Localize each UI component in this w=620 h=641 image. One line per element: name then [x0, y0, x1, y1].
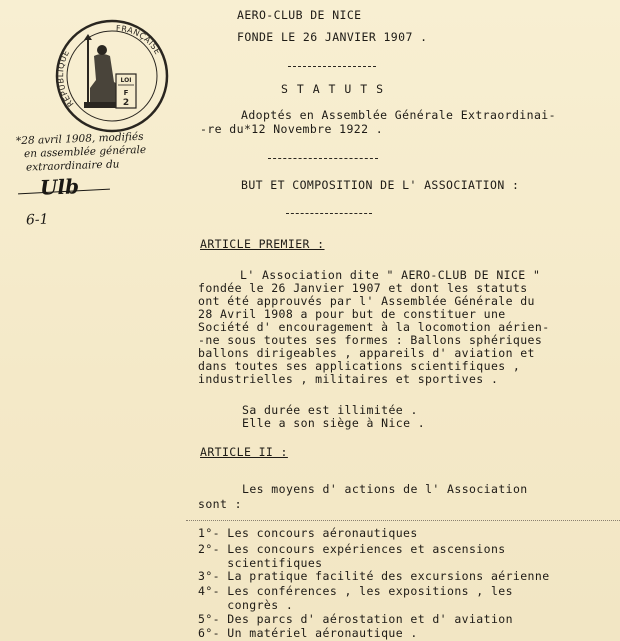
- article-1-line: fondée le 26 Janvier 1907 et dont les statuts: [198, 281, 528, 295]
- article-1-line: 28 Avril 1908 a pour but de constituer une: [198, 307, 506, 321]
- separator: [268, 158, 378, 159]
- handwritten-note-line-1: *28 avril 1908, modifiés: [15, 130, 144, 148]
- founded-date: FONDE LE 26 JANVIER 1907 .: [237, 30, 428, 44]
- handwritten-note-line-3: extraordinaire du: [25, 158, 120, 174]
- article-1-line: L' Association dite " AERO-CLUB DE NICE ": [240, 268, 541, 282]
- separator: [288, 66, 376, 67]
- duration-line: Sa durée est illimitée .: [242, 403, 418, 417]
- law-tablet-icon: [116, 74, 136, 108]
- article-1-line: ballons dirigeables , appareils d' aviation et: [198, 346, 535, 360]
- republique-francaise-stamp: [54, 18, 170, 134]
- club-name: AERO-CLUB DE NICE: [237, 8, 362, 22]
- seat-line: Elle a son siège à Nice .: [242, 416, 426, 430]
- handwritten-note-line-2: en assemblée générale: [23, 143, 147, 161]
- means-item: scientifiques: [198, 556, 323, 570]
- svg-text:LOI: LOI: [120, 77, 132, 84]
- adopted-line-2: -re du*12 Novembre 1922 .: [200, 122, 384, 136]
- means-item: 6°- Un matériel aéronautique .: [198, 626, 418, 640]
- section-title: BUT ET COMPOSITION DE L' ASSOCIATION :: [241, 178, 520, 192]
- page-title: S T A T U T S: [281, 82, 385, 96]
- means-item: congrès .: [198, 598, 294, 612]
- svg-text:2: 2: [122, 98, 130, 108]
- means-item: 4°- Les conférences , les expositions , les: [198, 584, 513, 598]
- article-1-line: ont été approuvés par l' Assemblée Générale du: [198, 294, 535, 308]
- means-item: 3°- La pratique facilité des excursions aérienne: [198, 569, 550, 583]
- stamp-right-text: FRANÇAISE: [115, 23, 163, 57]
- article-1-line: Société d' encouragement à la locomotion aérien-: [198, 320, 550, 334]
- faint-rule: [186, 520, 620, 521]
- handwritten-number: 6-1: [25, 211, 49, 229]
- means-item: 2°- Les concours expériences et ascensions: [198, 542, 506, 556]
- article-2-intro: Les moyens d' actions de l' Association: [242, 482, 528, 496]
- separator: [286, 213, 372, 214]
- svg-text:F: F: [123, 89, 129, 97]
- article-1-heading: ARTICLE PREMIER :: [200, 237, 325, 251]
- article-1-line: dans toutes ses applications scientifiques ,: [198, 359, 521, 373]
- article-2-intro: sont :: [198, 497, 242, 511]
- means-item: 1°- Les concours aéronautiques: [198, 526, 418, 540]
- article-2-heading: ARTICLE II :: [200, 445, 288, 459]
- article-1-line: -ne sous toutes ses formes : Ballons sphériques: [198, 333, 543, 347]
- means-item: 5°- Des parcs d' aérostation et d' aviation: [198, 612, 513, 626]
- stamp-left-text: RÉPUBLIQUE: [56, 48, 76, 109]
- article-1-line: industrielles , militaires et sportives .: [198, 372, 499, 386]
- adopted-line-1: Adoptés en Assemblée Générale Extraordinai-: [241, 108, 556, 122]
- handwritten-signature: Ulb: [39, 174, 80, 200]
